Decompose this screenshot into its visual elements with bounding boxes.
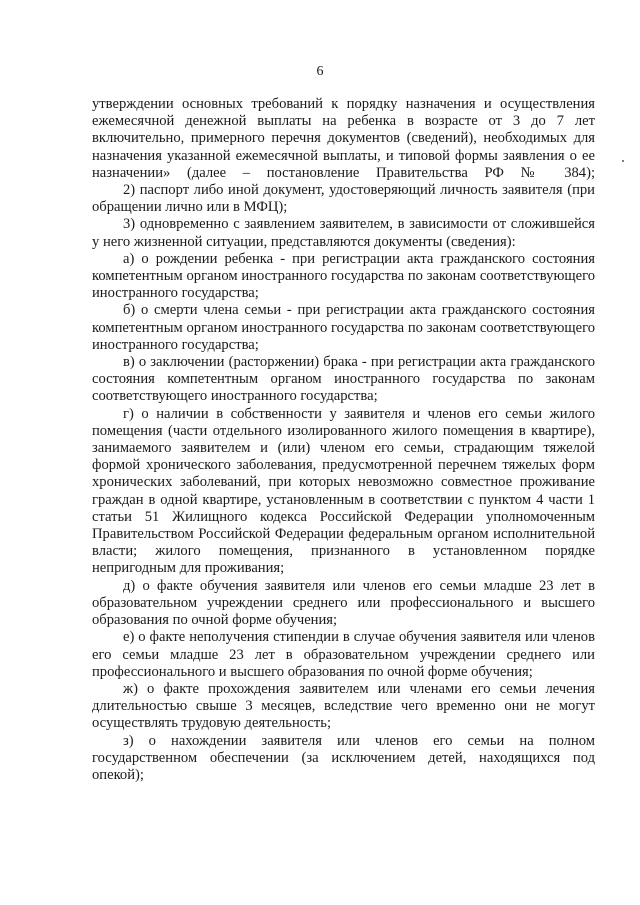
item-2-passport: 2) паспорт либо иной документ, удостоверяющий личность заявителя (при обращении лично или в МФЦ); [92,182,595,216]
subitem-z-state-support: з) о нахождении заявителя или членов его семьи на полном государственном обеспечении (за исключением детей, находящихся под опекой); [92,732,595,783]
subitem-zh-treatment: ж) о факте прохождения заявителем или членами его семьи лечения длительностью свыше 3 месяцев, вследствие чего временно они не могут осуществлять трудовую деятельность; [92,680,595,732]
item-3-documents: 3) одновременно с заявлением заявителем, в зависимости от сложившейся у него жизненной ситуации, представляются документы (сведения): [92,216,595,250]
subitem-b-death: б) о смерти члена семьи - при регистрации акта гражданского состояния компетентным органом иностранного государства по законам соответствующего иностранного государства; [92,302,595,353]
subitem-d-education: д) о факте обучения заявителя или членов его семьи младше 23 лет в образовательном учреждении среднего или профессионального и высшего образования по очной форме обучения; [92,577,595,629]
subitem-a-birth: а) о рождении ребенка - при регистрации акта гражданского состояния компетентным органом иностранного государства по законам соответствующего иностранного государства; [92,250,595,302]
paragraph-continuation: утверждении основных требований к порядку назначения и осуществления ежемесячной денежной выплаты на ребенка в возрасте от 3 до 7 лет включительно, примерного перечня документов (сведений), необходимых для назначения указанной ежемесячной выплаты, и типовой формы заявления о ее назначении» (далее – постановление Правительства РФ № 384); [92,96,595,181]
page-number: 6 [316,64,324,79]
document-body [92,96,595,784]
margin-speck [622,160,624,162]
subitem-v-marriage: в) о заключении (расторжении) брака - при регистрации акта гражданского состояния компетентным органом иностранного государства по законам соответствующего иностранного государства; [92,354,595,405]
subitem-g-housing: г) о наличии в собственности у заявителя и членов его семьи жилого помещения (части отдельного изолированного жилого помещения в квартире), занимаемого заявителем и (или) членом его семьи, страдающим тяжелой формой хронического заболевания, предусмотренной перечнем тяжелых форм хронических заболеваний, при которых невозможно совместное проживание граждан в одной квартире, установленным в соответствии с пунктом 4 части 1 статьи 51 Жилищного кодекса Российской Федерации уполномоченным Правительством Российской Федерации федеральным органом исполнительной власти; жилого помещения, признанного в установленном порядке непригодным для проживания; [92,405,595,577]
subitem-e-stipend: е) о факте неполучения стипендии в случае обучения заявителя или членов его семьи младше 23 лет в образовательном учреждении среднего или профессионального и высшего образования по очной форме обучения; [92,629,595,680]
